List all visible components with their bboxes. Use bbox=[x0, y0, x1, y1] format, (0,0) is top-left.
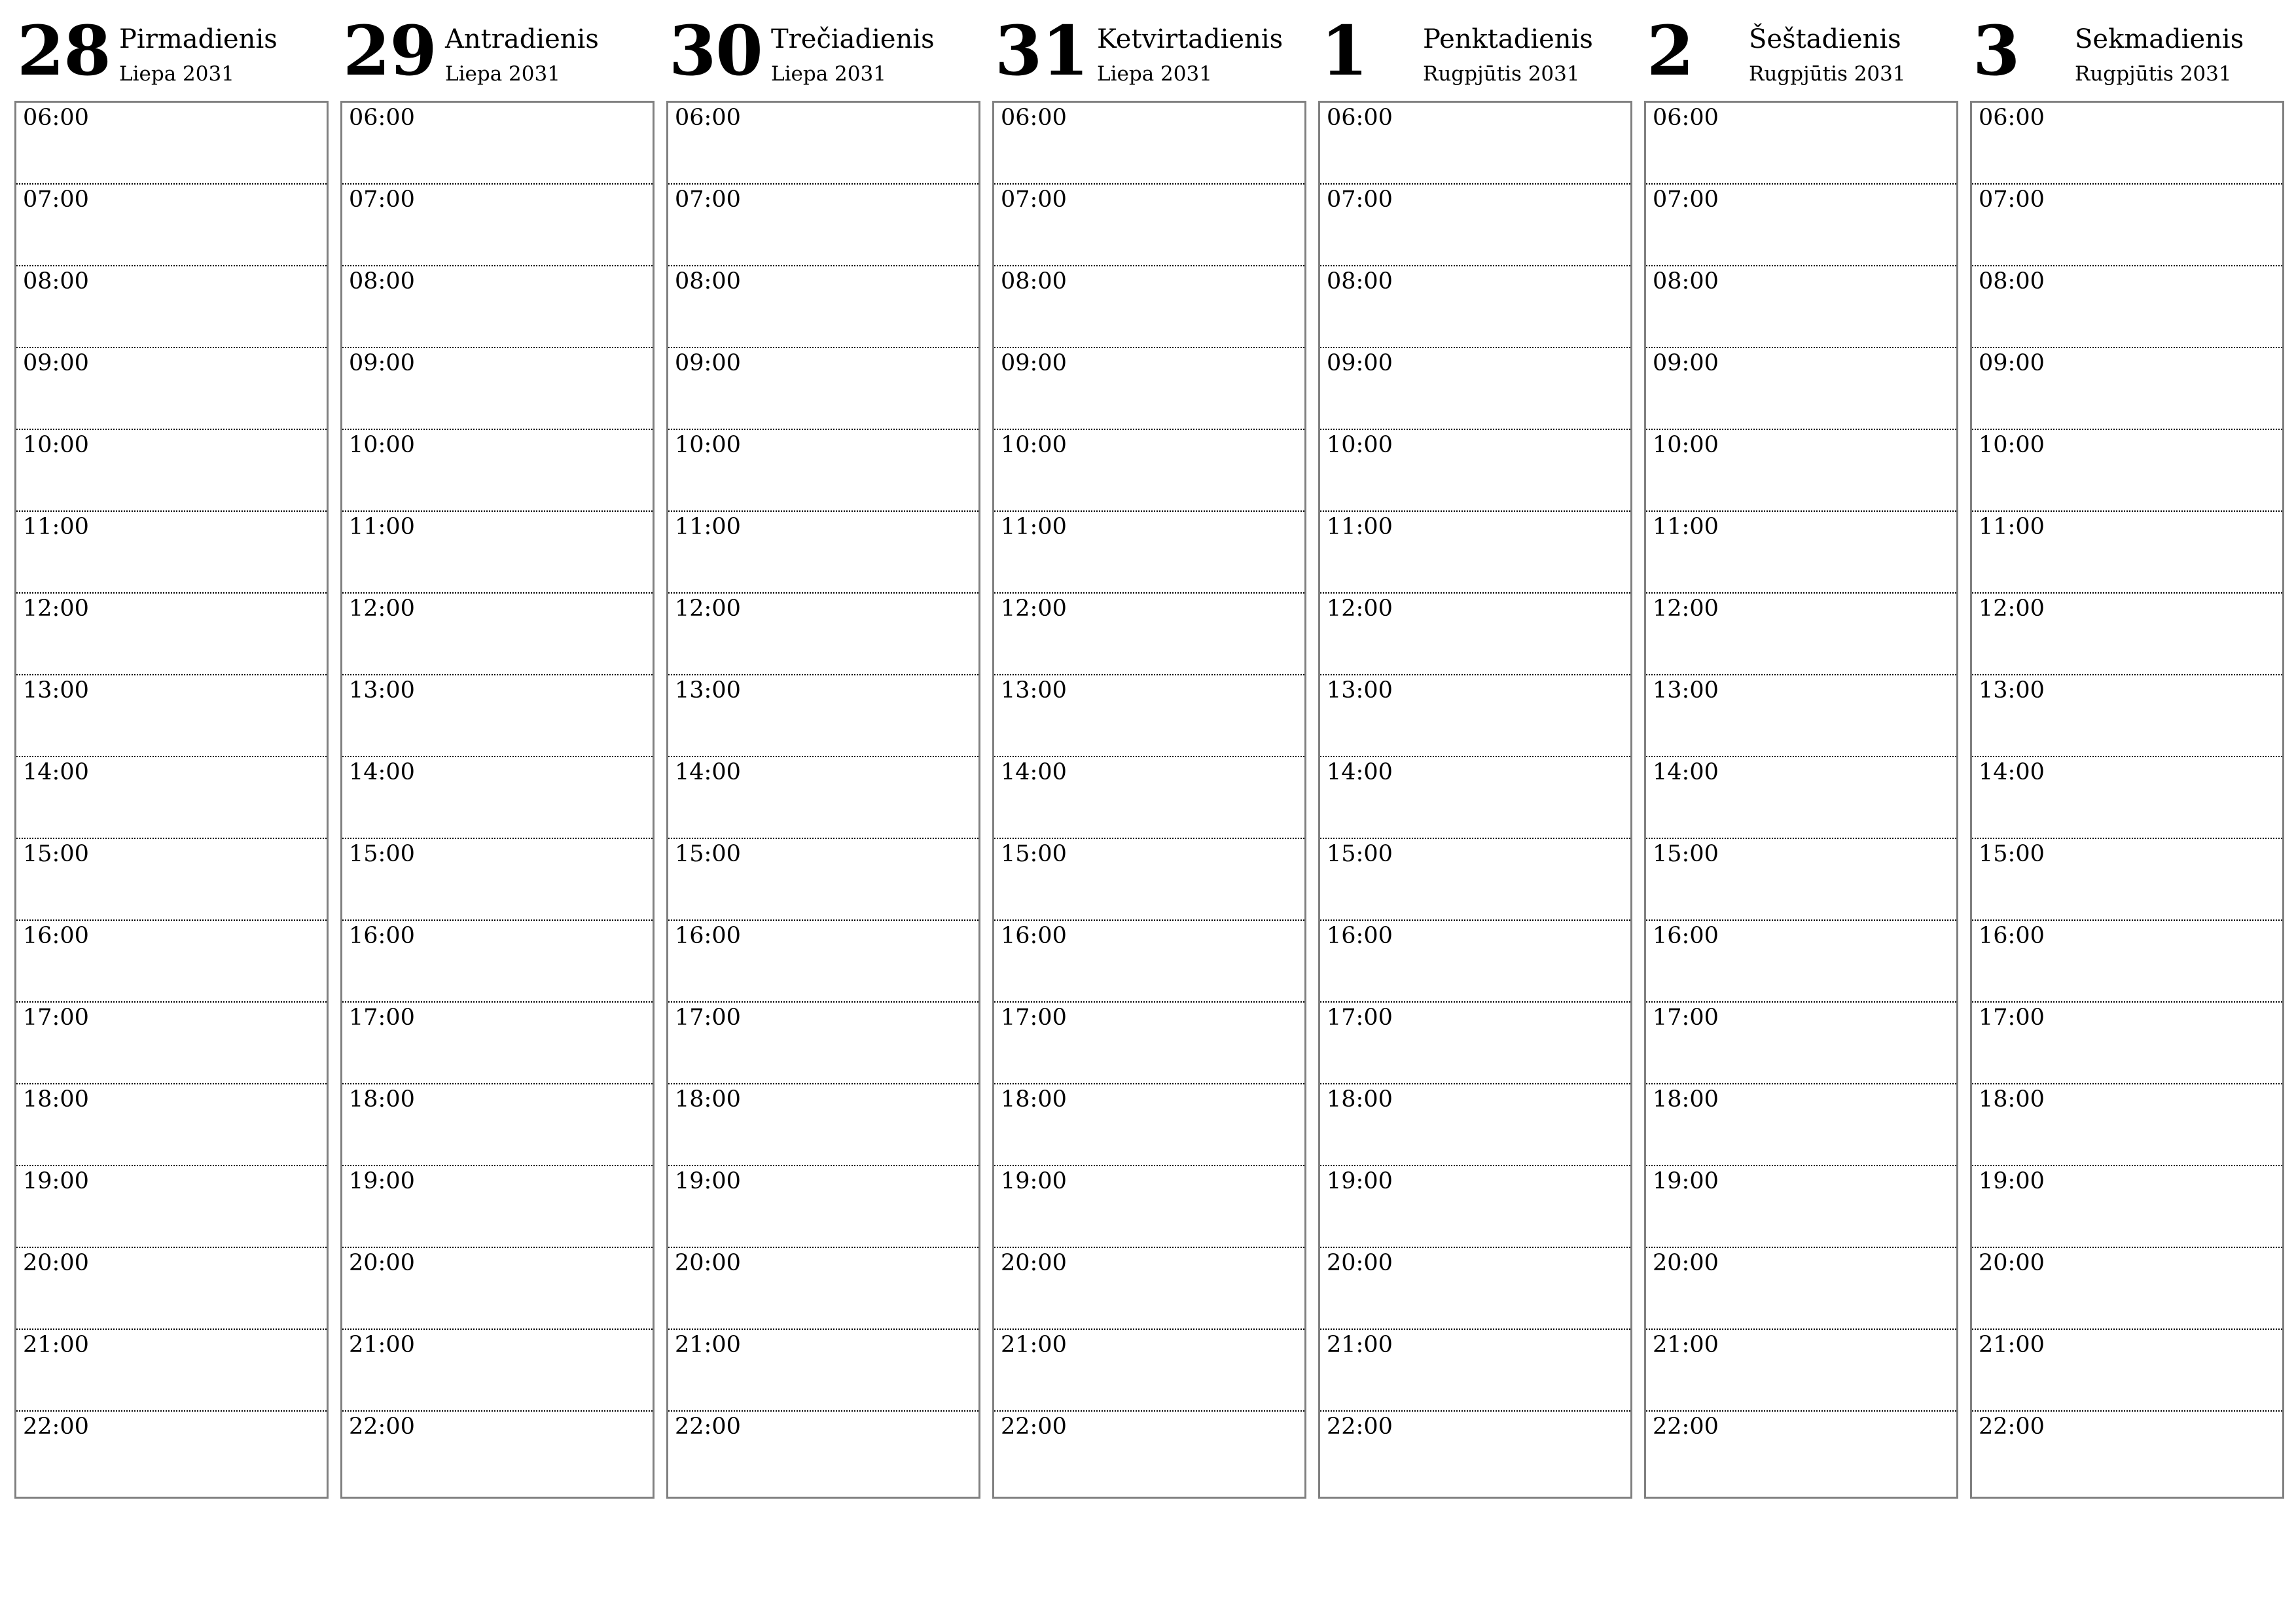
hour-slot[interactable] bbox=[16, 1330, 327, 1412]
hour-label: 14:00 bbox=[23, 759, 89, 785]
hour-label: 13:00 bbox=[1327, 677, 1393, 704]
hour-label: 13:00 bbox=[349, 677, 415, 704]
hour-label: 12:00 bbox=[675, 596, 741, 622]
hour-slot[interactable] bbox=[668, 266, 978, 348]
hour-label: 17:00 bbox=[1979, 1005, 2045, 1031]
hour-slot[interactable] bbox=[994, 757, 1304, 839]
hour-label: 08:00 bbox=[1001, 268, 1067, 294]
hour-slot[interactable] bbox=[668, 103, 978, 185]
day-schedule-box bbox=[1318, 101, 1632, 1499]
hour-label: 06:00 bbox=[1001, 105, 1067, 131]
hour-label: 15:00 bbox=[1979, 841, 2045, 867]
hour-slot[interactable] bbox=[1320, 1330, 1630, 1412]
hour-slot[interactable] bbox=[1320, 103, 1630, 185]
day-number: 30 bbox=[669, 10, 762, 91]
hour-slot[interactable] bbox=[342, 1412, 653, 1493]
hour-slot[interactable] bbox=[668, 1166, 978, 1248]
hour-label: 15:00 bbox=[1001, 841, 1067, 867]
hour-slot[interactable] bbox=[1320, 185, 1630, 266]
hour-slot[interactable] bbox=[994, 921, 1304, 1003]
hour-slot[interactable] bbox=[342, 1248, 653, 1330]
hour-label: 22:00 bbox=[1979, 1414, 2045, 1440]
hour-slot[interactable] bbox=[1646, 185, 1956, 266]
hour-label: 19:00 bbox=[1327, 1168, 1393, 1194]
hour-label: 21:00 bbox=[1979, 1332, 2045, 1358]
hour-slot[interactable] bbox=[1972, 1166, 2282, 1248]
hour-slot[interactable] bbox=[1972, 757, 2282, 839]
day-number: 28 bbox=[17, 10, 111, 91]
hour-label: 09:00 bbox=[1979, 350, 2045, 376]
hour-label: 20:00 bbox=[349, 1250, 415, 1276]
hour-label: 18:00 bbox=[349, 1086, 415, 1113]
hour-label: 08:00 bbox=[23, 268, 89, 294]
hour-label: 10:00 bbox=[1001, 432, 1067, 458]
hour-slot[interactable] bbox=[1646, 348, 1956, 430]
hour-label: 09:00 bbox=[1653, 350, 1719, 376]
hour-slot[interactable] bbox=[1320, 594, 1630, 675]
hour-label: 17:00 bbox=[1327, 1005, 1393, 1031]
hour-label: 07:00 bbox=[1001, 187, 1067, 213]
hour-slot[interactable] bbox=[1646, 594, 1956, 675]
hour-slot[interactable] bbox=[1972, 921, 2282, 1003]
hour-slot[interactable] bbox=[1646, 757, 1956, 839]
hour-slot[interactable] bbox=[1646, 512, 1956, 594]
hour-label: 17:00 bbox=[1001, 1005, 1067, 1031]
hour-label: 15:00 bbox=[1653, 841, 1719, 867]
hour-slot[interactable] bbox=[16, 1248, 327, 1330]
hour-label: 08:00 bbox=[675, 268, 741, 294]
hour-label: 09:00 bbox=[1327, 350, 1393, 376]
hour-label: 09:00 bbox=[23, 350, 89, 376]
day-month: Liepa 2031 bbox=[445, 62, 560, 86]
hour-slot[interactable] bbox=[16, 1084, 327, 1166]
hour-slot[interactable] bbox=[342, 512, 653, 594]
hour-slot[interactable] bbox=[994, 348, 1304, 430]
hour-slot[interactable] bbox=[1646, 103, 1956, 185]
hour-label: 07:00 bbox=[675, 187, 741, 213]
hour-label: 19:00 bbox=[1001, 1168, 1067, 1194]
hour-label: 19:00 bbox=[349, 1168, 415, 1194]
hour-slot[interactable] bbox=[668, 1248, 978, 1330]
hour-label: 19:00 bbox=[1979, 1168, 2045, 1194]
hour-label: 20:00 bbox=[1979, 1250, 2045, 1276]
hour-label: 07:00 bbox=[1327, 187, 1393, 213]
day-schedule-box bbox=[14, 101, 329, 1499]
hour-label: 08:00 bbox=[349, 268, 415, 294]
hour-slot[interactable] bbox=[1972, 1248, 2282, 1330]
hour-label: 18:00 bbox=[675, 1086, 741, 1113]
hour-label: 16:00 bbox=[675, 923, 741, 949]
hour-slot[interactable] bbox=[1646, 430, 1956, 512]
hour-slot[interactable] bbox=[1646, 675, 1956, 757]
hour-slot[interactable] bbox=[16, 1412, 327, 1493]
hour-label: 07:00 bbox=[23, 187, 89, 213]
hour-label: 22:00 bbox=[1653, 1414, 1719, 1440]
hour-label: 10:00 bbox=[1979, 432, 2045, 458]
day-header bbox=[666, 0, 979, 98]
hour-label: 11:00 bbox=[1001, 514, 1067, 540]
hour-slot[interactable] bbox=[1646, 1166, 1956, 1248]
hour-label: 17:00 bbox=[349, 1005, 415, 1031]
hour-slot[interactable] bbox=[1972, 103, 2282, 185]
hour-label: 10:00 bbox=[675, 432, 741, 458]
hour-label: 12:00 bbox=[1979, 596, 2045, 622]
hour-label: 13:00 bbox=[23, 677, 89, 704]
day-number: 31 bbox=[995, 10, 1088, 91]
hour-slot[interactable] bbox=[342, 675, 653, 757]
day-month: Liepa 2031 bbox=[771, 62, 886, 86]
hour-label: 16:00 bbox=[23, 923, 89, 949]
day-column bbox=[992, 0, 1305, 1499]
hour-slot[interactable] bbox=[342, 1084, 653, 1166]
day-name: Pirmadienis bbox=[119, 24, 278, 54]
day-schedule-box bbox=[1970, 101, 2284, 1499]
hour-label: 19:00 bbox=[675, 1168, 741, 1194]
day-header bbox=[992, 0, 1305, 98]
hour-slot[interactable] bbox=[994, 103, 1304, 185]
hour-label: 06:00 bbox=[1979, 105, 2045, 131]
hour-label: 22:00 bbox=[675, 1414, 741, 1440]
day-month: Liepa 2031 bbox=[1097, 62, 1212, 86]
hour-label: 06:00 bbox=[675, 105, 741, 131]
hour-slot[interactable] bbox=[994, 1412, 1304, 1493]
hour-slot[interactable] bbox=[1320, 757, 1630, 839]
hour-label: 17:00 bbox=[675, 1005, 741, 1031]
hour-slot[interactable] bbox=[994, 1166, 1304, 1248]
hour-label: 06:00 bbox=[23, 105, 89, 131]
hour-label: 10:00 bbox=[1327, 432, 1393, 458]
day-column bbox=[1644, 0, 1957, 1499]
hour-label: 09:00 bbox=[675, 350, 741, 376]
day-name: Šeštadienis bbox=[1749, 24, 1901, 54]
hour-label: 17:00 bbox=[1653, 1005, 1719, 1031]
day-schedule-box bbox=[992, 101, 1306, 1499]
hour-label: 21:00 bbox=[1001, 1332, 1067, 1358]
hour-slot[interactable] bbox=[994, 1248, 1304, 1330]
hour-label: 08:00 bbox=[1979, 268, 2045, 294]
hour-label: 18:00 bbox=[23, 1086, 89, 1113]
hour-label: 10:00 bbox=[1653, 432, 1719, 458]
hour-slot[interactable] bbox=[1320, 1084, 1630, 1166]
day-name: Ketvirtadienis bbox=[1097, 24, 1283, 54]
hour-label: 21:00 bbox=[349, 1332, 415, 1358]
hour-slot[interactable] bbox=[16, 675, 327, 757]
hour-slot[interactable] bbox=[668, 1412, 978, 1493]
hour-label: 11:00 bbox=[349, 514, 415, 540]
day-name: Sekmadienis bbox=[2075, 24, 2244, 54]
hour-label: 15:00 bbox=[349, 841, 415, 867]
day-month: Liepa 2031 bbox=[119, 62, 234, 86]
hour-slot[interactable] bbox=[342, 1166, 653, 1248]
hour-label: 11:00 bbox=[1653, 514, 1719, 540]
hour-slot[interactable] bbox=[16, 1166, 327, 1248]
hour-slot[interactable] bbox=[668, 1330, 978, 1412]
hour-label: 09:00 bbox=[349, 350, 415, 376]
hour-slot[interactable] bbox=[668, 185, 978, 266]
hour-slot[interactable] bbox=[994, 430, 1304, 512]
day-header bbox=[1970, 0, 2283, 98]
hour-label: 06:00 bbox=[1327, 105, 1393, 131]
hour-label: 22:00 bbox=[1001, 1414, 1067, 1440]
hour-slot[interactable] bbox=[1972, 1003, 2282, 1084]
hour-label: 12:00 bbox=[1653, 596, 1719, 622]
hour-label: 18:00 bbox=[1979, 1086, 2045, 1113]
hour-label: 13:00 bbox=[675, 677, 741, 704]
day-column bbox=[666, 0, 979, 1499]
hour-slot[interactable] bbox=[16, 757, 327, 839]
hour-slot[interactable] bbox=[1646, 266, 1956, 348]
hour-slot[interactable] bbox=[668, 348, 978, 430]
hour-slot[interactable] bbox=[1646, 1084, 1956, 1166]
hour-label: 11:00 bbox=[675, 514, 741, 540]
day-column bbox=[1318, 0, 1631, 1499]
hour-slot[interactable] bbox=[16, 103, 327, 185]
hour-slot[interactable] bbox=[342, 1330, 653, 1412]
hour-label: 18:00 bbox=[1327, 1086, 1393, 1113]
hour-label: 12:00 bbox=[349, 596, 415, 622]
hour-label: 16:00 bbox=[1979, 923, 2045, 949]
hour-label: 20:00 bbox=[23, 1250, 89, 1276]
hour-slot[interactable] bbox=[1646, 1248, 1956, 1330]
day-month: Rugpjūtis 2031 bbox=[1423, 62, 1580, 86]
hour-slot[interactable] bbox=[342, 430, 653, 512]
hour-label: 13:00 bbox=[1001, 677, 1067, 704]
hour-label: 18:00 bbox=[1001, 1086, 1067, 1113]
hour-slot[interactable] bbox=[1320, 675, 1630, 757]
hour-slot[interactable] bbox=[16, 594, 327, 675]
hour-slot[interactable] bbox=[16, 266, 327, 348]
day-number: 1 bbox=[1321, 10, 1368, 91]
day-header bbox=[14, 0, 327, 98]
hour-slot[interactable] bbox=[1646, 839, 1956, 921]
hour-slot[interactable] bbox=[668, 430, 978, 512]
hour-slot[interactable] bbox=[342, 185, 653, 266]
hour-label: 15:00 bbox=[675, 841, 741, 867]
hour-label: 20:00 bbox=[1327, 1250, 1393, 1276]
hour-slot[interactable] bbox=[994, 266, 1304, 348]
hour-slot[interactable] bbox=[994, 594, 1304, 675]
hour-label: 14:00 bbox=[1327, 759, 1393, 785]
hour-slot[interactable] bbox=[1972, 430, 2282, 512]
hour-label: 21:00 bbox=[675, 1332, 741, 1358]
hour-slot[interactable] bbox=[1646, 1330, 1956, 1412]
hour-slot[interactable] bbox=[16, 430, 327, 512]
hour-slot[interactable] bbox=[994, 512, 1304, 594]
hour-slot[interactable] bbox=[1320, 1248, 1630, 1330]
hour-label: 09:00 bbox=[1001, 350, 1067, 376]
day-number: 2 bbox=[1647, 10, 1694, 91]
hour-label: 15:00 bbox=[23, 841, 89, 867]
hour-slot[interactable] bbox=[342, 839, 653, 921]
hour-label: 21:00 bbox=[23, 1332, 89, 1358]
day-number: 3 bbox=[1973, 10, 2020, 91]
day-schedule-box bbox=[340, 101, 655, 1499]
hour-label: 13:00 bbox=[1979, 677, 2045, 704]
hour-label: 16:00 bbox=[1653, 923, 1719, 949]
hour-slot[interactable] bbox=[1972, 594, 2282, 675]
hour-label: 19:00 bbox=[1653, 1168, 1719, 1194]
hour-label: 16:00 bbox=[1001, 923, 1067, 949]
day-column bbox=[340, 0, 653, 1499]
hour-label: 12:00 bbox=[1001, 596, 1067, 622]
hour-slot[interactable] bbox=[668, 1084, 978, 1166]
hour-slot[interactable] bbox=[16, 348, 327, 430]
day-schedule-box bbox=[666, 101, 980, 1499]
hour-label: 10:00 bbox=[23, 432, 89, 458]
hour-slot[interactable] bbox=[994, 1003, 1304, 1084]
day-schedule-box bbox=[1644, 101, 1958, 1499]
hour-slot[interactable] bbox=[994, 839, 1304, 921]
day-name: Trečiadienis bbox=[771, 24, 935, 54]
hour-slot[interactable] bbox=[16, 1003, 327, 1084]
hour-slot[interactable] bbox=[1972, 839, 2282, 921]
day-header bbox=[1644, 0, 1957, 98]
hour-slot[interactable] bbox=[342, 348, 653, 430]
hour-slot[interactable] bbox=[342, 1003, 653, 1084]
hour-label: 06:00 bbox=[349, 105, 415, 131]
hour-label: 08:00 bbox=[1327, 268, 1393, 294]
day-header bbox=[340, 0, 653, 98]
hour-label: 20:00 bbox=[1001, 1250, 1067, 1276]
hour-slot[interactable] bbox=[342, 757, 653, 839]
hour-slot[interactable] bbox=[1320, 1003, 1630, 1084]
hour-slot[interactable] bbox=[1320, 266, 1630, 348]
hour-slot[interactable] bbox=[1320, 348, 1630, 430]
hour-slot[interactable] bbox=[668, 921, 978, 1003]
hour-slot[interactable] bbox=[668, 594, 978, 675]
hour-label: 18:00 bbox=[1653, 1086, 1719, 1113]
hour-slot[interactable] bbox=[1972, 512, 2282, 594]
hour-slot[interactable] bbox=[1320, 512, 1630, 594]
day-header bbox=[1318, 0, 1631, 98]
hour-label: 16:00 bbox=[1327, 923, 1393, 949]
hour-slot[interactable] bbox=[1972, 185, 2282, 266]
hour-label: 22:00 bbox=[1327, 1414, 1393, 1440]
hour-slot[interactable] bbox=[994, 675, 1304, 757]
hour-label: 14:00 bbox=[1653, 759, 1719, 785]
hour-slot[interactable] bbox=[668, 839, 978, 921]
hour-slot[interactable] bbox=[16, 512, 327, 594]
hour-slot[interactable] bbox=[994, 185, 1304, 266]
hour-slot[interactable] bbox=[668, 675, 978, 757]
hour-slot[interactable] bbox=[16, 185, 327, 266]
hour-label: 14:00 bbox=[675, 759, 741, 785]
hour-label: 11:00 bbox=[23, 514, 89, 540]
hour-label: 15:00 bbox=[1327, 841, 1393, 867]
hour-label: 12:00 bbox=[23, 596, 89, 622]
hour-slot[interactable] bbox=[668, 1003, 978, 1084]
day-column bbox=[1970, 0, 2283, 1499]
hour-slot[interactable] bbox=[1972, 1330, 2282, 1412]
hour-slot[interactable] bbox=[342, 921, 653, 1003]
hour-slot[interactable] bbox=[1320, 1166, 1630, 1248]
hour-label: 14:00 bbox=[349, 759, 415, 785]
hour-slot[interactable] bbox=[1972, 348, 2282, 430]
hour-slot[interactable] bbox=[1646, 1412, 1956, 1493]
hour-label: 07:00 bbox=[349, 187, 415, 213]
hour-label: 21:00 bbox=[1653, 1332, 1719, 1358]
hour-label: 11:00 bbox=[1979, 514, 2045, 540]
hour-label: 07:00 bbox=[1653, 187, 1719, 213]
hour-label: 20:00 bbox=[675, 1250, 741, 1276]
hour-label: 22:00 bbox=[23, 1414, 89, 1440]
hour-slot[interactable] bbox=[668, 512, 978, 594]
hour-slot[interactable] bbox=[668, 757, 978, 839]
hour-slot[interactable] bbox=[994, 1084, 1304, 1166]
hour-slot[interactable] bbox=[342, 594, 653, 675]
hour-label: 16:00 bbox=[349, 923, 415, 949]
hour-label: 06:00 bbox=[1653, 105, 1719, 131]
hour-slot[interactable] bbox=[1320, 839, 1630, 921]
day-month: Rugpjūtis 2031 bbox=[1749, 62, 1906, 86]
day-name: Penktadienis bbox=[1423, 24, 1593, 54]
day-number: 29 bbox=[343, 10, 437, 91]
hour-label: 08:00 bbox=[1653, 268, 1719, 294]
hour-label: 22:00 bbox=[349, 1414, 415, 1440]
hour-slot[interactable] bbox=[1972, 1412, 2282, 1493]
hour-label: 19:00 bbox=[23, 1168, 89, 1194]
day-name: Antradienis bbox=[445, 24, 599, 54]
hour-label: 14:00 bbox=[1979, 759, 2045, 785]
hour-slot[interactable] bbox=[342, 266, 653, 348]
day-column bbox=[14, 0, 327, 1499]
hour-slot[interactable] bbox=[1646, 921, 1956, 1003]
hour-slot[interactable] bbox=[1646, 1003, 1956, 1084]
hour-label: 20:00 bbox=[1653, 1250, 1719, 1276]
hour-slot[interactable] bbox=[342, 103, 653, 185]
hour-slot[interactable] bbox=[1320, 1412, 1630, 1493]
hour-label: 07:00 bbox=[1979, 187, 2045, 213]
hour-slot[interactable] bbox=[1320, 430, 1630, 512]
hour-label: 11:00 bbox=[1327, 514, 1393, 540]
hour-slot[interactable] bbox=[994, 1330, 1304, 1412]
hour-slot[interactable] bbox=[16, 921, 327, 1003]
hour-slot[interactable] bbox=[1320, 921, 1630, 1003]
day-month: Rugpjūtis 2031 bbox=[2075, 62, 2232, 86]
hour-slot[interactable] bbox=[1972, 1084, 2282, 1166]
hour-label: 21:00 bbox=[1327, 1332, 1393, 1358]
hour-label: 10:00 bbox=[349, 432, 415, 458]
hour-label: 14:00 bbox=[1001, 759, 1067, 785]
hour-label: 12:00 bbox=[1327, 596, 1393, 622]
hour-label: 17:00 bbox=[23, 1005, 89, 1031]
hour-slot[interactable] bbox=[1972, 675, 2282, 757]
hour-label: 13:00 bbox=[1653, 677, 1719, 704]
hour-slot[interactable] bbox=[1972, 266, 2282, 348]
hour-slot[interactable] bbox=[16, 839, 327, 921]
